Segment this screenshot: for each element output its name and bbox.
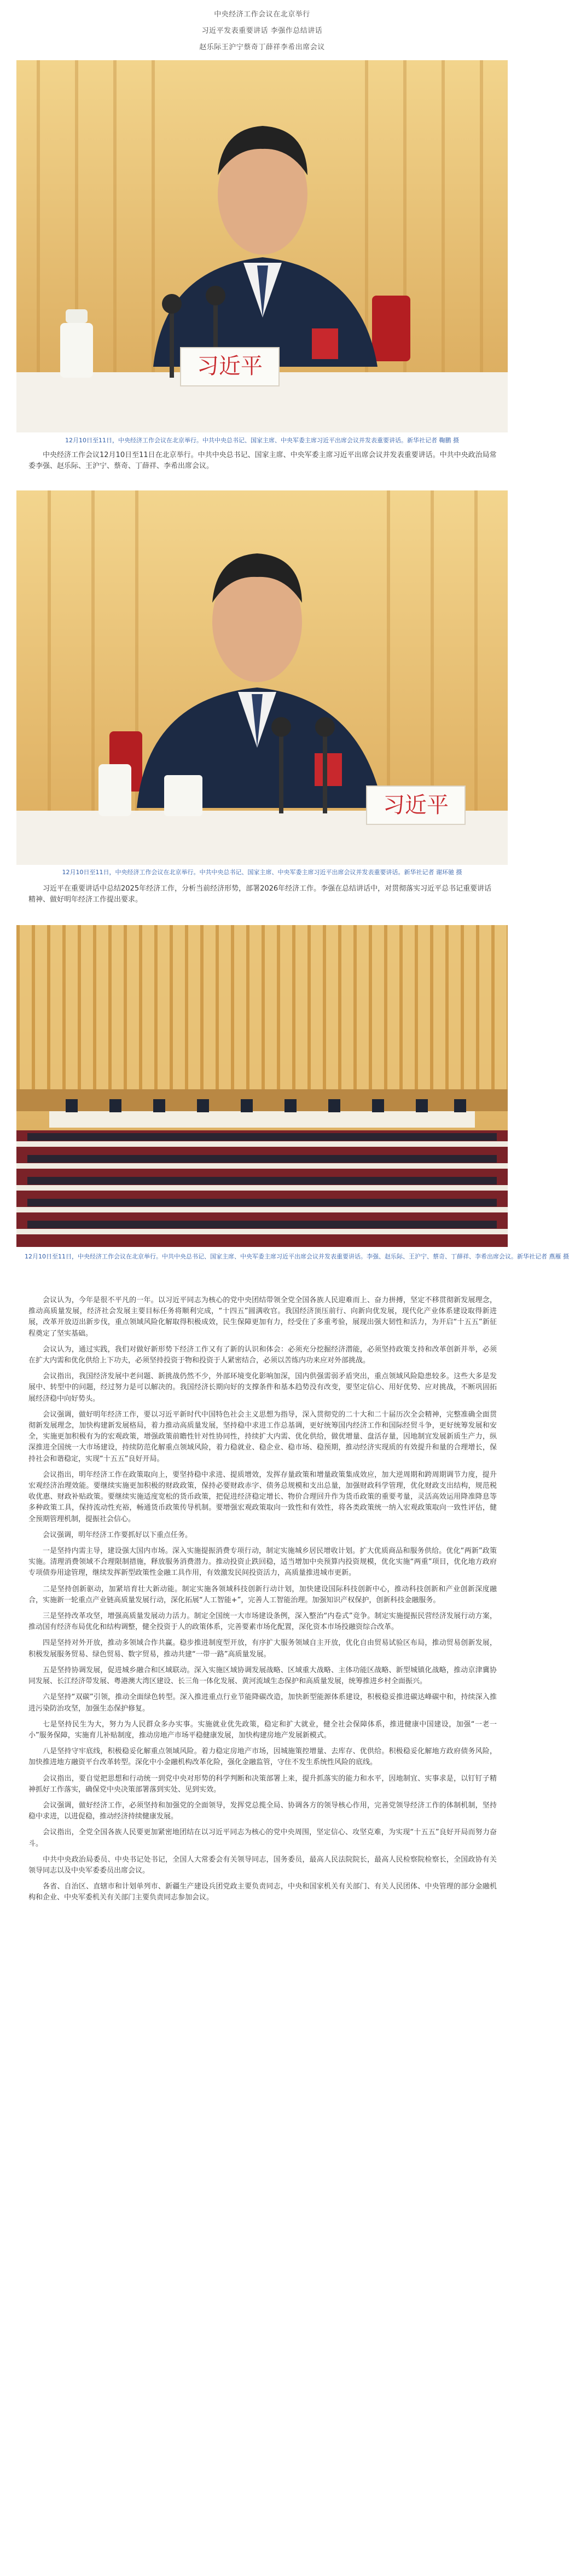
article-paragraph: 八是坚持守牢底线，积极稳妥化解重点领域风险。着力稳定房地产市场，因城施策控增量、去库存、优供给。积极稳妥化解地方政府债务风险，加快推进地方融资平台改革转型。深化中小金融机构改革化险，强化金融监管，守住不发生系统性风险的底线。 (28, 1747, 497, 1767)
photo-2-caption: 12月10日至11日，中央经济工作会议在北京举行。中共中央总书记、国家主席、中央军委主席习近平出席会议并发表重要讲话。新华社记者 谢环驰 摄 (62, 869, 462, 876)
article-paragraph: 中共中央政治局委员、中央书记处书记，全国人大常委会有关领导同志，国务委员，最高人民法院院长，最高人民检察院检察长，全国政协有关领导同志以及中央军委委员出席会议。 (28, 1855, 497, 1875)
article-paragraph: 各省、自治区、直辖市和计划单列市、新疆生产建设兵团党政主要负责同志，中央和国家机关有关部门、有关人民团体、中央管理的部分金融机构和企业、中央军委机关有关部门主要负责同志参加会议。 (28, 1882, 497, 1902)
article-paragraph: 会议强调，做好明年经济工作，要以习近平新时代中国特色社会主义思想为指导，深入贯彻党的二十大和二十届历次全会精神，完整准确全面贯彻新发展理念，加快构建新发展格局，着力推动高质量发展，坚持稳中求进工作总基调，更好统筹国内经济工作和国际经贸斗争，更好统筹发展和安全，实施更加积极有为的宏观政策，增强政策前瞻性针对性协同性，持续扩大内需、优化供给，做优增量、盘活存量，因地制宜发展新质生产力，纵深推进全国统一大市场建设，持续防范化解重点领域风险，着力稳就业、稳企业、稳市场、稳预期，推动经济实现质的有效提升和量的合理增长，保持社会和谐稳定，实现“十五五”良好开局。 (28, 1410, 497, 1463)
article-paragraph: 会议指出，明年经济工作在政策取向上，要坚持稳中求进、提质增效，发挥存量政策和增量政策集成效应，加大逆周期和跨周期调节力度，提升宏观经济治理效能。要继续实施更加积极的财政政策，保持必要财政赤字、债务总规模和支出总量，加强财政科学管理，优化财政支出结构，规范税收优惠、财政补贴政策。要继续实施适度宽松的货币政策，把促进经济稳定增长、物价合理回升作为货币政策的重要考量，灵活高效运用降准降息等多种政策工具，保持流动性充裕，畅通货币政策传导机制。要增强宏观政策取向一致性和有效性，将各类政策统一纳入宏观政策取向一致性评估，健全预期管理机制，提振社会信心。 (28, 1470, 497, 1523)
nameplate-1: 习近平 (197, 354, 263, 379)
article-paragraph: 六是坚持“双碳”引领，推动全面绿色转型。深入推进重点行业节能降碳改造，加快新型能源体系建设，积极稳妥推进碳达峰碳中和，持续深入推进污染防治攻坚，加强生态保护修复。 (28, 1693, 497, 1713)
article-body (28, 1295, 497, 1909)
photo-3-caption: 12月10日至11日，中央经济工作会议在北京举行。中共中央总书记、国家主席、中央军委主席习近平出席会议并发表重要讲话。李强、赵乐际、王沪宁、蔡奇、丁薛祥、李希出席会议。新华社记者 燕雁 摄 (25, 1253, 569, 1260)
headline-main: 中央经济工作会议在北京举行 (214, 10, 310, 19)
article-paragraph: 七是坚持民生为大，努力为人民群众多办实事。实施就业优先政策，稳定和扩大就业，健全社会保障体系，推进健康中国建设，加强“一老一小”服务保障，实施育儿补贴制度，推动房地产市场平稳健康发展，加快构建房地产发展新模式。 (28, 1720, 497, 1740)
lead-paragraph-1: 中央经济工作会议12月10日至11日在北京举行。中共中央总书记、国家主席、中央军委主席习近平出席会议并发表重要讲话。中共中央政治局常委李强、赵乐际、王沪宁、蔡奇、丁薛祥、李希出席会议。 (28, 451, 497, 470)
article-paragraph: 会议强调，明年经济工作要抓好以下重点任务。 (43, 1530, 193, 1539)
article-paragraph: 四是坚持对外开放，推动多领域合作共赢。稳步推进制度型开放，有序扩大服务领域自主开放，优化自由贸易试验区布局，推动贸易创新发展，积极发展服务贸易、绿色贸易、数字贸易，推动共建“一带一路”高质量发展。 (28, 1639, 497, 1659)
article-paragraph: 二是坚持创新驱动，加紧培育壮大新动能。制定实施各领域科技创新行动计划，加快建设国际科技创新中心，推动科技创新和产业创新深度融合，实施新一轮重点产业链高质量发展行动，深化拓展“人工智能+”，完善人工智能治理。加强知识产权保护，创新科技金融服务。 (28, 1585, 497, 1604)
photo-1-caption: 12月10日至11日，中央经济工作会议在北京举行。中共中央总书记、国家主席、中央军委主席习近平出席会议并发表重要讲话。新华社记者 鞠鹏 摄 (65, 437, 459, 444)
article-paragraph: 会议认为，通过实践，我们对做好新形势下经济工作又有了新的认识和体会：必须充分挖掘经济潜能，必须坚持政策支持和改革创新并举，必须在扩大内需和优化供给上下功夫，必须坚持投资于物和投资于人紧密结合，必须以苦练内功来应对外部挑战。 (28, 1345, 497, 1365)
photo-2-image (16, 490, 508, 865)
lead-paragraph-2: 习近平在重要讲话中总结2025年经济工作，分析当前经济形势，部署2026年经济工作。李强在总结讲话中，对贯彻落实习近平总书记重要讲话精神、做好明年经济工作提出要求。 (28, 885, 492, 904)
article-paragraph: 五是坚持协调发展，促进城乡融合和区域联动。深入实施区域协调发展战略、区域重大战略、主体功能区战略、新型城镇化战略，推动京津冀协同发展、长江经济带发展、粤港澳大湾区建设、长三角一体化发展、黄河流域生态保护和高质量发展，统筹推进乡村全面振兴。 (28, 1666, 497, 1686)
article-paragraph: 会议指出，全党全国各族人民要更加紧密地团结在以习近平同志为核心的党中央周围，坚定信心、攻坚克难，为实现“十五五”良好开局而努力奋斗。 (28, 1828, 497, 1848)
article-paragraph: 会议指出，我国经济发展中老问题、新挑战仍然不少，外部环境变化影响加深，国内供强需弱矛盾突出，重点领域风险隐患较多。这些大多是发展中、转型中的问题，经过努力是可以解决的。我国经济长期向好的支撑条件和基本趋势没有改变，要坚定信心、用好优势、应对挑战，不断巩固拓展经济稳中向好势头。 (28, 1372, 497, 1403)
photo-3-image (16, 925, 508, 1247)
article-paragraph: 一是坚持内需主导，建设强大国内市场。深入实施提振消费专项行动，制定实施城乡居民增收计划。扩大优质商品和服务供给。优化“两新”政策实施。清理消费领域不合理限制措施，释放服务消费潜力。推动投资止跌回稳，适当增加中央预算内投资规模，优化实施“两重”项目，优化地方政府专项债券用途管理，继续发挥新型政策性金融工具作用，有效激发民间投资活力，高质量推进城市更新。 (28, 1547, 497, 1578)
photo-1-image (16, 60, 508, 432)
headline-block (0, 0, 524, 53)
headline-sub-1: 习近平发表重要讲话 李强作总结讲话 (201, 27, 323, 35)
article-paragraph: 会议强调，做好经济工作，必须坚持和加强党的全面领导，发挥党总揽全局、协调各方的领导核心作用，完善党领导经济工作的体制机制，坚持稳中求进，以进促稳，推动经济持续健康发展。 (28, 1801, 497, 1821)
photo-speaker-1 (16, 60, 508, 432)
article-paragraph: 会议认为，今年是很不平凡的一年。以习近平同志为核心的党中央团结带领全党全国各族人民迎难而上、奋力拼搏，坚定不移贯彻新发展理念，推动高质量发展，经济社会发展主要目标任务将顺利完成，“十四五”圆满收官。我国经济顶压前行、向新向优发展，现代化产业体系建设取得新进展，改革开放迈出新步伐，重点领域风险化解取得积极成效，民生保障更加有力，经受住了多重考验，展现出强大韧性和活力，为开启“十五五”新征程奠定了坚实基础。 (28, 1296, 497, 1338)
article-paragraph: 三是坚持改革攻坚，增强高质量发展动力活力。制定全国统一大市场建设条例，深入整治“内卷式”竞争。制定实施提振民营经济发展行动方案，推动国有经济布局优化和结构调整，健全投资于人的政策体系，完善要素市场化配置，深化资本市场投融资综合改革。 (28, 1612, 497, 1632)
article-paragraph: 会议指出，要自觉把思想和行动统一到党中央对形势的科学判断和决策部署上来，提升抓落实的能力和水平，因地制宜、实事求是，以钉钉子精神抓好工作落实，确保党中央决策部署落到实处、见到实效。 (28, 1774, 497, 1794)
photo-speaker-2 (16, 490, 508, 865)
headline-sub-2: 赵乐际王沪宁蔡奇丁薛祥李希出席会议 (199, 43, 325, 51)
photo-meeting-hall (16, 925, 508, 1247)
nameplate-2: 习近平 (383, 793, 449, 818)
